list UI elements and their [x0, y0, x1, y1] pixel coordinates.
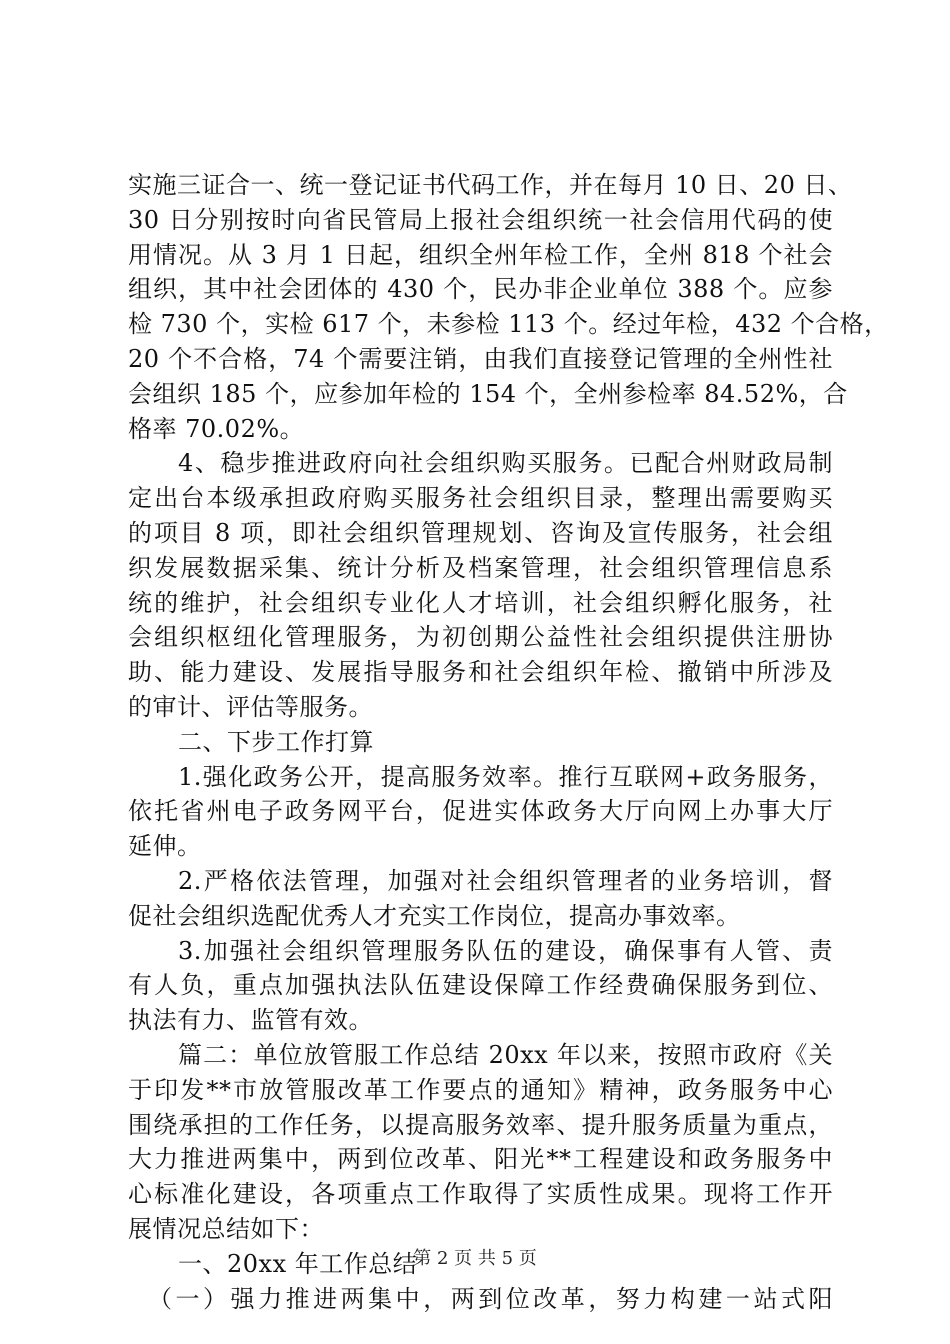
text-line: 会组织 185 个，应参加年检的 154 个，全州参检率 84.52%，合: [128, 379, 848, 408]
text-line: 有人负，重点加强执法队伍建设保障工作经费确保服务到位、: [128, 971, 833, 1000]
section-heading: 一、20xx 年工作总结: [178, 1249, 418, 1278]
subsection-heading-line: （一）强力推进两集中，两到位改革，努力构建一站式阳: [148, 1284, 833, 1313]
paragraph-start-line: 篇二：单位放管服工作总结 20xx 年以来，按照市政府《关: [178, 1040, 833, 1069]
text-line: 组织，其中社会团体的 430 个，民办非企业单位 388 个。应参: [128, 275, 833, 304]
text-line: 用情况。从 3 月 1 日起，组织全州年检工作，全州 818 个社会: [128, 240, 833, 269]
text-line: 围绕承担的工作任务，以提高服务效率、提升服务质量为重点，: [128, 1110, 833, 1139]
text-line: 大力推进两集中，两到位改革、阳光**工程建设和政务服务中: [128, 1145, 833, 1174]
text-line: 30 日分别按时向省民管局上报社会组织统一社会信用代码的使: [128, 205, 833, 234]
text-line: 会组织枢纽化管理服务，为初创期公益性社会组织提供注册协: [128, 623, 833, 652]
paragraph-start-line: 4、稳步推进政府向社会组织购买服务。已配合州财政局制: [178, 449, 833, 478]
text-line: 依托省州电子政务网平台，促进实体政务大厅向网上办事大厅: [128, 797, 833, 826]
text-line: 延伸。: [128, 832, 202, 861]
text-line: 心标准化建设，各项重点工作取得了实质性成果。现将工作开: [128, 1180, 833, 1209]
text-line: 实施三证合一、统一登记证书代码工作，并在每月 10 日、20 日、: [128, 171, 853, 199]
document-body: [128, 168, 889, 1316]
text-line: 于印发**市放管服改革工作要点的通知》精神，政务服务中心: [128, 1075, 833, 1104]
paragraph-start-line: 3.加强社会组织管理服务队伍的建设，确保事有人管、责: [178, 936, 833, 965]
text-line: 促社会组织选配优秀人才充实工作岗位，提高办事效率。: [128, 901, 741, 930]
text-line: 20 个不合格，74 个需要注销，由我们直接登记管理的全州性社: [128, 344, 833, 373]
text-line: 的项目 8 项，即社会组织管理规划、咨询及宣传服务，社会组: [128, 518, 833, 547]
text-line: 统的维护，社会组织专业化人才培训，社会组织孵化服务，社: [128, 588, 833, 617]
paragraph-start-line: 2.严格依法管理，加强对社会组织管理者的业务培训，督: [178, 866, 833, 895]
text-line: 助、能力建设、发展指导服务和社会组织年检、撤销中所涉及: [128, 658, 833, 687]
text-line: 织发展数据采集、统计分析及档案管理，社会组织管理信息系: [128, 553, 833, 582]
page-number-footer: 第 2 页 共 5 页: [413, 1248, 537, 1269]
paragraph-start-line: 1.强化政务公开，提高服务效率。推行互联网+政务服务，: [178, 762, 833, 791]
text-line: 展情况总结如下：: [128, 1214, 324, 1243]
section-heading: 二、下步工作打算: [178, 727, 374, 756]
text-line: 执法有力、监管有效。: [128, 1006, 373, 1035]
text-line: 检 730 个，实检 617 个，未参检 113 个。经过年检，432 个合格，: [128, 310, 889, 339]
text-line: 定出台本级承担政府购买服务社会组织目录，整理出需要购买: [128, 484, 833, 513]
text-line: 的审计、评估等服务。: [128, 692, 373, 721]
text-line: 格率 70.02%。: [128, 414, 305, 443]
